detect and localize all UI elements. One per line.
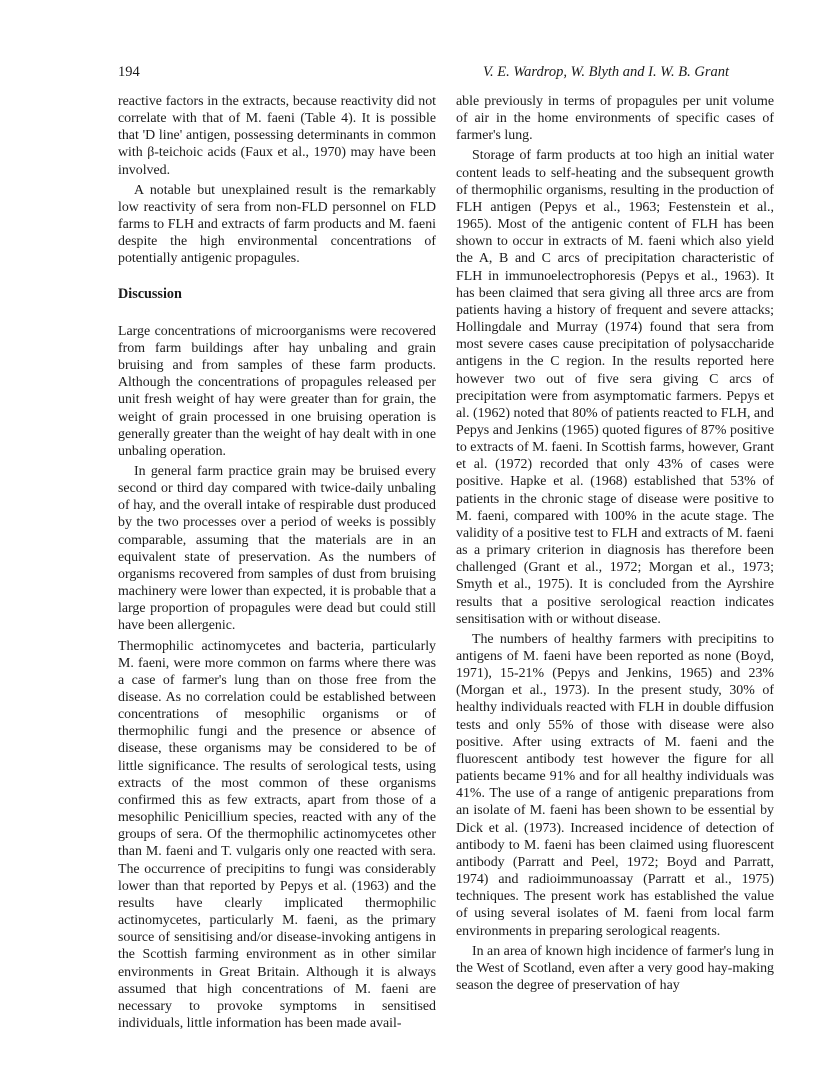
paragraph: The numbers of healthy farmers with precipitins to antigens of M. faeni have been reported as none (Boyd, 1971), 15-21% (Pepys and Jenkins, 1965) and 23% (Morgan et al., 1973). In the present study, 30% of healthy individuals reacted with FLH in double diffusion tests and only 55% of those with disease were also positive. After using extracts of M. faeni and the fluorescent antibody test however the figure for all patients became 91% and for all healthy individuals was 41%. The use of a range of antigenic preparations from an isolate of M. faeni has been shown to be essential by Dick et al. (1973). Increased incidence of detection of antibody to M. faeni has been claimed using fluorescent antibody (Parratt and Peel, 1972; Boyd and Parratt, 1974) and radioimmunoassay (Parratt et al., 1975) techniques. The present work has established the value of using several isolates of M. faeni from local farm environments in preparing serological reagents. xyxy=(456,631,774,939)
page-number: 194 xyxy=(118,64,140,80)
paragraph: In an area of known high incidence of farmer's lung in the West of Scotland, even after a very good hay-making season the degree of preservation of hay xyxy=(456,943,774,993)
paragraph: Storage of farm products at too high an initial water content leads to self-heating and the subsequent growth of thermophilic organisms, resulting in the production of FLH antigen (Pepys et al., 1963; Festenstein et al., 1965). Most of the antigenic content of FLH has been shown to occur in extracts of M. faeni which also yield the A, B and C arcs of precipitation characteristic of FLH in immunoelectrophoresis (Pepys et al., 1963). It has been claimed that sera giving all three arcs are from patients having a history of frequent and severe attacks; Hollingdale and Murray (1974) found that sera from most severe cases cause precipitation of polysaccharide antigens in the C region. In the results reported here however two out of five sera giving C arcs of precipitation were from asymptomatic farmers. Pepys et al. (1962) noted that 80% of patients reacted to FLH, and Pepys and Jenkins (1965) quoted figures of 87% positive to extracts of M. faeni. In Scottish farms, however, Grant et al. (1972) recorded that only 43% of cases were positive. Hapke et al. (1968) established that 53% of patients in the chronic stage of disease were positive to M. faeni, compared with 100% in the acute stage. The validity of a positive test to FLH and extracts of M. faeni as a primary criterion in diagnosis has therefore been challenged (Grant et al., 1972; Morgan et al., 1973; Smyth et al., 1975). It is concluded from the Ayrshire results that a positive serological reaction indicates sensitisation with or without disease. xyxy=(456,148,774,627)
right-column xyxy=(456,93,774,997)
section-heading: Discussion xyxy=(118,285,182,302)
running-header xyxy=(118,64,729,86)
paragraph: Large concentrations of microorganisms were recovered from farm buildings after hay unbaling and grain bruising and from samples of these farm products. Although the concentrations of propagules released per unit fresh weight of hay were greater than for grain, the weight of grain processed in one bruising operation is generally greater than the weight of hay dealt with in one unbaling operation. xyxy=(118,323,436,459)
paragraph: In general farm practice grain may be bruised every second or third day compared with twice-daily unbaling of hay, and the overall intake of respirable dust produced by the two processes over a period of weeks is possibly comparable, assuming that the materials are in an equivalent state of preservation. As the numbers of organisms recovered from samples of dust from bruising machinery were lower than expected, it is probable that a large proportion of propagules were dead but could still have been allergenic. xyxy=(118,463,436,634)
left-column xyxy=(118,93,436,1035)
paragraph: reactive factors in the extracts, because reactivity did not correlate with that of M. faeni (Table 4). It is possible that 'D line' antigen, possessing determinants in common with β-teichoic acids (Faux et al., 1970) may have been involved. xyxy=(118,94,436,178)
running-authors: V. E. Wardrop, W. Blyth and I. W. B. Grant xyxy=(483,64,729,80)
paragraph: able previously in terms of propagules per unit volume of air in the home environments of specific cases of farmer's lung. xyxy=(456,94,774,144)
paragraph: A notable but unexplained result is the remarkably low reactivity of sera from non-FLD personnel on FLD farms to FLH and extracts of farm products and M. faeni despite the high environmental concentrations of potentially antigenic propagules. xyxy=(118,182,436,267)
paragraph: Thermophilic actinomycetes and bacteria, particularly M. faeni, were more common on farms where there was a case of farmer's lung than on those free from the disease. As no correlation could be established between concentrations of mesophilic organisms or of thermophilic fungi and the presence or absence of disease, these organisms may be considered to be of little significance. The results of serological tests, using extracts of the most common of these organisms confirmed this as few extracts, apart from those of a mesophilic Penicillium species, reacted with any of the groups of sera. Of the thermophilic actinomycetes other than M. faeni and T. vulgaris only one reacted with sera. The occurrence of precipitins to fungi was considerably lower than that reported by Pepys et al. (1963) and the results have clearly implicated thermophilic actinomycetes, particularly M. faeni, as the primary source of sensitising and/or disease-invoking antigens in the Scottish farming environment as in other similar environments in Great Britain. Although it is always assumed that high concentrations of M. faeni are necessary to provoke symptoms in sensitised individuals, little information has been made avail- xyxy=(118,638,436,1031)
